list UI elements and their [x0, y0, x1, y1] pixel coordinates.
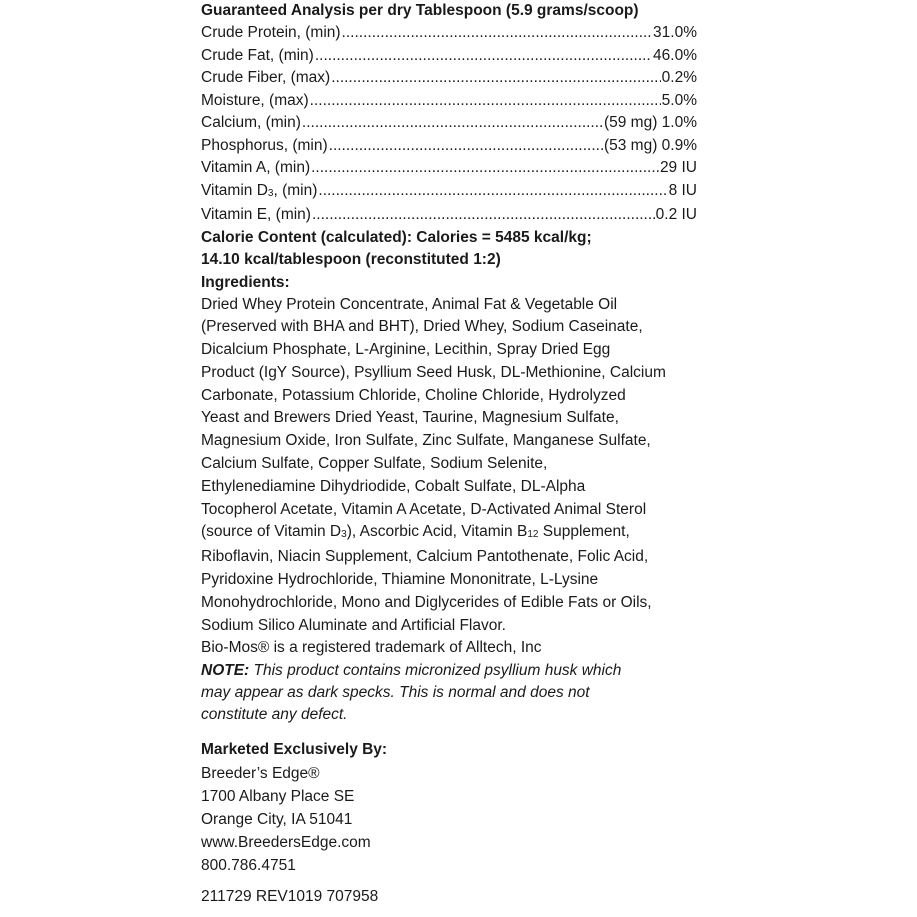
- marketer-city: Orange City, IA 51041: [201, 810, 353, 828]
- note-paragraph: [201, 660, 701, 726]
- ga-name: Vitamin E, (min): [201, 206, 311, 223]
- leader-dots: [315, 45, 652, 68]
- note-line: may appear as dark specks. This is normal and does not: [201, 684, 590, 702]
- guaranteed-analysis-table: [201, 22, 721, 227]
- leader-dots: [331, 67, 660, 90]
- ga-row-crude-protein: [201, 22, 697, 45]
- ingredients-line: Pyridoxine Hydrochloride, Thiamine Mononitrate, L-Lysine: [201, 571, 599, 589]
- leader-dots: [302, 112, 603, 135]
- note-line: [201, 660, 701, 682]
- lot-code: 211729 REV1019 707958: [201, 887, 379, 905]
- marketer-website: www.BreedersEdge.com: [201, 833, 371, 851]
- leader-dots: [342, 22, 653, 45]
- ga-value: 0.2 IU: [655, 206, 697, 223]
- ing-d3-subscript: 3: [341, 529, 347, 541]
- leader-dots: [318, 180, 667, 203]
- ingredients-line: Monohydrochloride, Mono and Diglycerides of Edible Fats or Oils,: [201, 593, 652, 611]
- ga-name: [201, 180, 317, 205]
- ingredients-heading: Ingredients:: [201, 273, 290, 291]
- ga-row-vitamin-a: [201, 157, 697, 180]
- ingredients-line: Dried Whey Protein Concentrate, Animal Fat & Vegetable Oil: [201, 295, 618, 313]
- trademark-notice: Bio-Mos® is a registered trademark of Alltech, Inc: [201, 639, 542, 657]
- guaranteed-analysis-heading: Guaranteed Analysis per dry Tablespoon (5.9 grams/scoop): [201, 2, 639, 19]
- ga-value: 0.2%: [661, 69, 697, 86]
- ga-row-crude-fat: [201, 45, 697, 68]
- ingredients-list: [201, 294, 721, 638]
- ga-value: (53 mg) 0.9%: [603, 136, 697, 154]
- marketer-street: 1700 Albany Place SE: [201, 787, 355, 805]
- ga-value: 29 IU: [659, 159, 697, 176]
- ingredients-line: Product (IgY Source), Psyllium Seed Husk, DL-Methionine, Calcium: [201, 363, 666, 381]
- ga-row-vitamin-d3: [201, 180, 697, 205]
- ingredients-line: Calcium Sulfate, Copper Sulfate, Sodium Selenite,: [201, 455, 548, 473]
- calorie-content-line-2: 14.10 kcal/tablespoon (reconstituted 1:2): [201, 251, 501, 268]
- product-label: [201, 0, 721, 908]
- calorie-content-line-1: Calorie Content (calculated): Calories = 5485 kcal/kg;: [201, 228, 592, 246]
- ing-b12-subscript: 12: [527, 529, 539, 541]
- ga-name-subscript: 3: [267, 187, 274, 199]
- ing-d3-suffix: Supplement,: [538, 523, 630, 541]
- note-line: constitute any defect.: [201, 706, 348, 724]
- ga-name-suffix: , (min): [273, 181, 318, 199]
- leader-dots: [329, 135, 603, 158]
- ga-row-calcium: [201, 112, 697, 135]
- ga-name: Vitamin A, (min): [201, 159, 311, 176]
- leader-dots: [310, 90, 661, 113]
- ga-name: Calcium, (min): [201, 114, 301, 131]
- ga-value: (59 mg) 1.0%: [603, 114, 697, 131]
- ingredients-line: Carbonate, Potassium Chloride, Choline Chloride, Hydrolyzed: [201, 386, 626, 404]
- ing-d3-prefix: (source of Vitamin D: [201, 523, 342, 541]
- ga-name: Crude Fat, (min): [201, 46, 314, 64]
- ingredients-line: Sodium Silico Aluminate and Artificial Flavor.: [201, 616, 506, 634]
- ga-value: 8 IU: [668, 181, 697, 199]
- ga-name: Crude Protein, (min): [201, 24, 341, 41]
- ingredients-line: Ethylenediamine Dihydriodide, Cobalt Sulfate, DL-Alpha: [201, 477, 586, 495]
- marketer-heading: Marketed Exclusively By:: [201, 741, 388, 759]
- ga-name: Phosphorus, (min): [201, 136, 328, 154]
- ingredients-line: Riboflavin, Niacin Supplement, Calcium Pantothenate, Folic Acid,: [201, 548, 649, 566]
- ga-row-phosphorus: [201, 135, 697, 158]
- ga-value: 5.0%: [661, 91, 697, 109]
- ga-row-vitamin-e: [201, 204, 697, 227]
- ingredients-line: Magnesium Oxide, Iron Sulfate, Zinc Sulfate, Manganese Sulfate,: [201, 432, 651, 450]
- ing-d3-mid: ), Ascorbic Acid, Vitamin B: [346, 523, 528, 541]
- ingredients-line: Yeast and Brewers Dried Yeast, Taurine, Magnesium Sulfate,: [201, 409, 619, 427]
- leader-dots: [312, 204, 655, 227]
- ga-name: Crude Fiber, (max): [201, 69, 331, 86]
- ga-value: 31.0%: [653, 24, 697, 41]
- ga-row-moisture: [201, 90, 697, 113]
- marketer-company: Breeder’s Edge®: [201, 764, 320, 782]
- ga-name: Moisture, (max): [201, 91, 309, 109]
- ingredients-line: Dicalcium Phosphate, L-Arginine, Lecithin, Spray Dried Egg: [201, 341, 611, 359]
- ga-name-prefix: Vitamin D: [201, 181, 268, 199]
- ga-value: 46.0%: [653, 46, 697, 64]
- marketer-phone: 800.786.4751: [201, 856, 296, 874]
- leader-dots: [311, 157, 659, 180]
- ingredients-line-vitamin-d3: [201, 521, 721, 546]
- ingredients-line: (Preserved with BHA and BHT), Dried Whey, Sodium Caseinate,: [201, 318, 643, 336]
- ga-row-crude-fiber: [201, 67, 697, 90]
- note-prefix: NOTE:: [201, 662, 250, 680]
- ingredients-line: Tocopherol Acetate, Vitamin A Acetate, D-Activated Animal Sterol: [201, 500, 647, 518]
- note-text: This product contains micronized psyllium husk which: [249, 662, 622, 680]
